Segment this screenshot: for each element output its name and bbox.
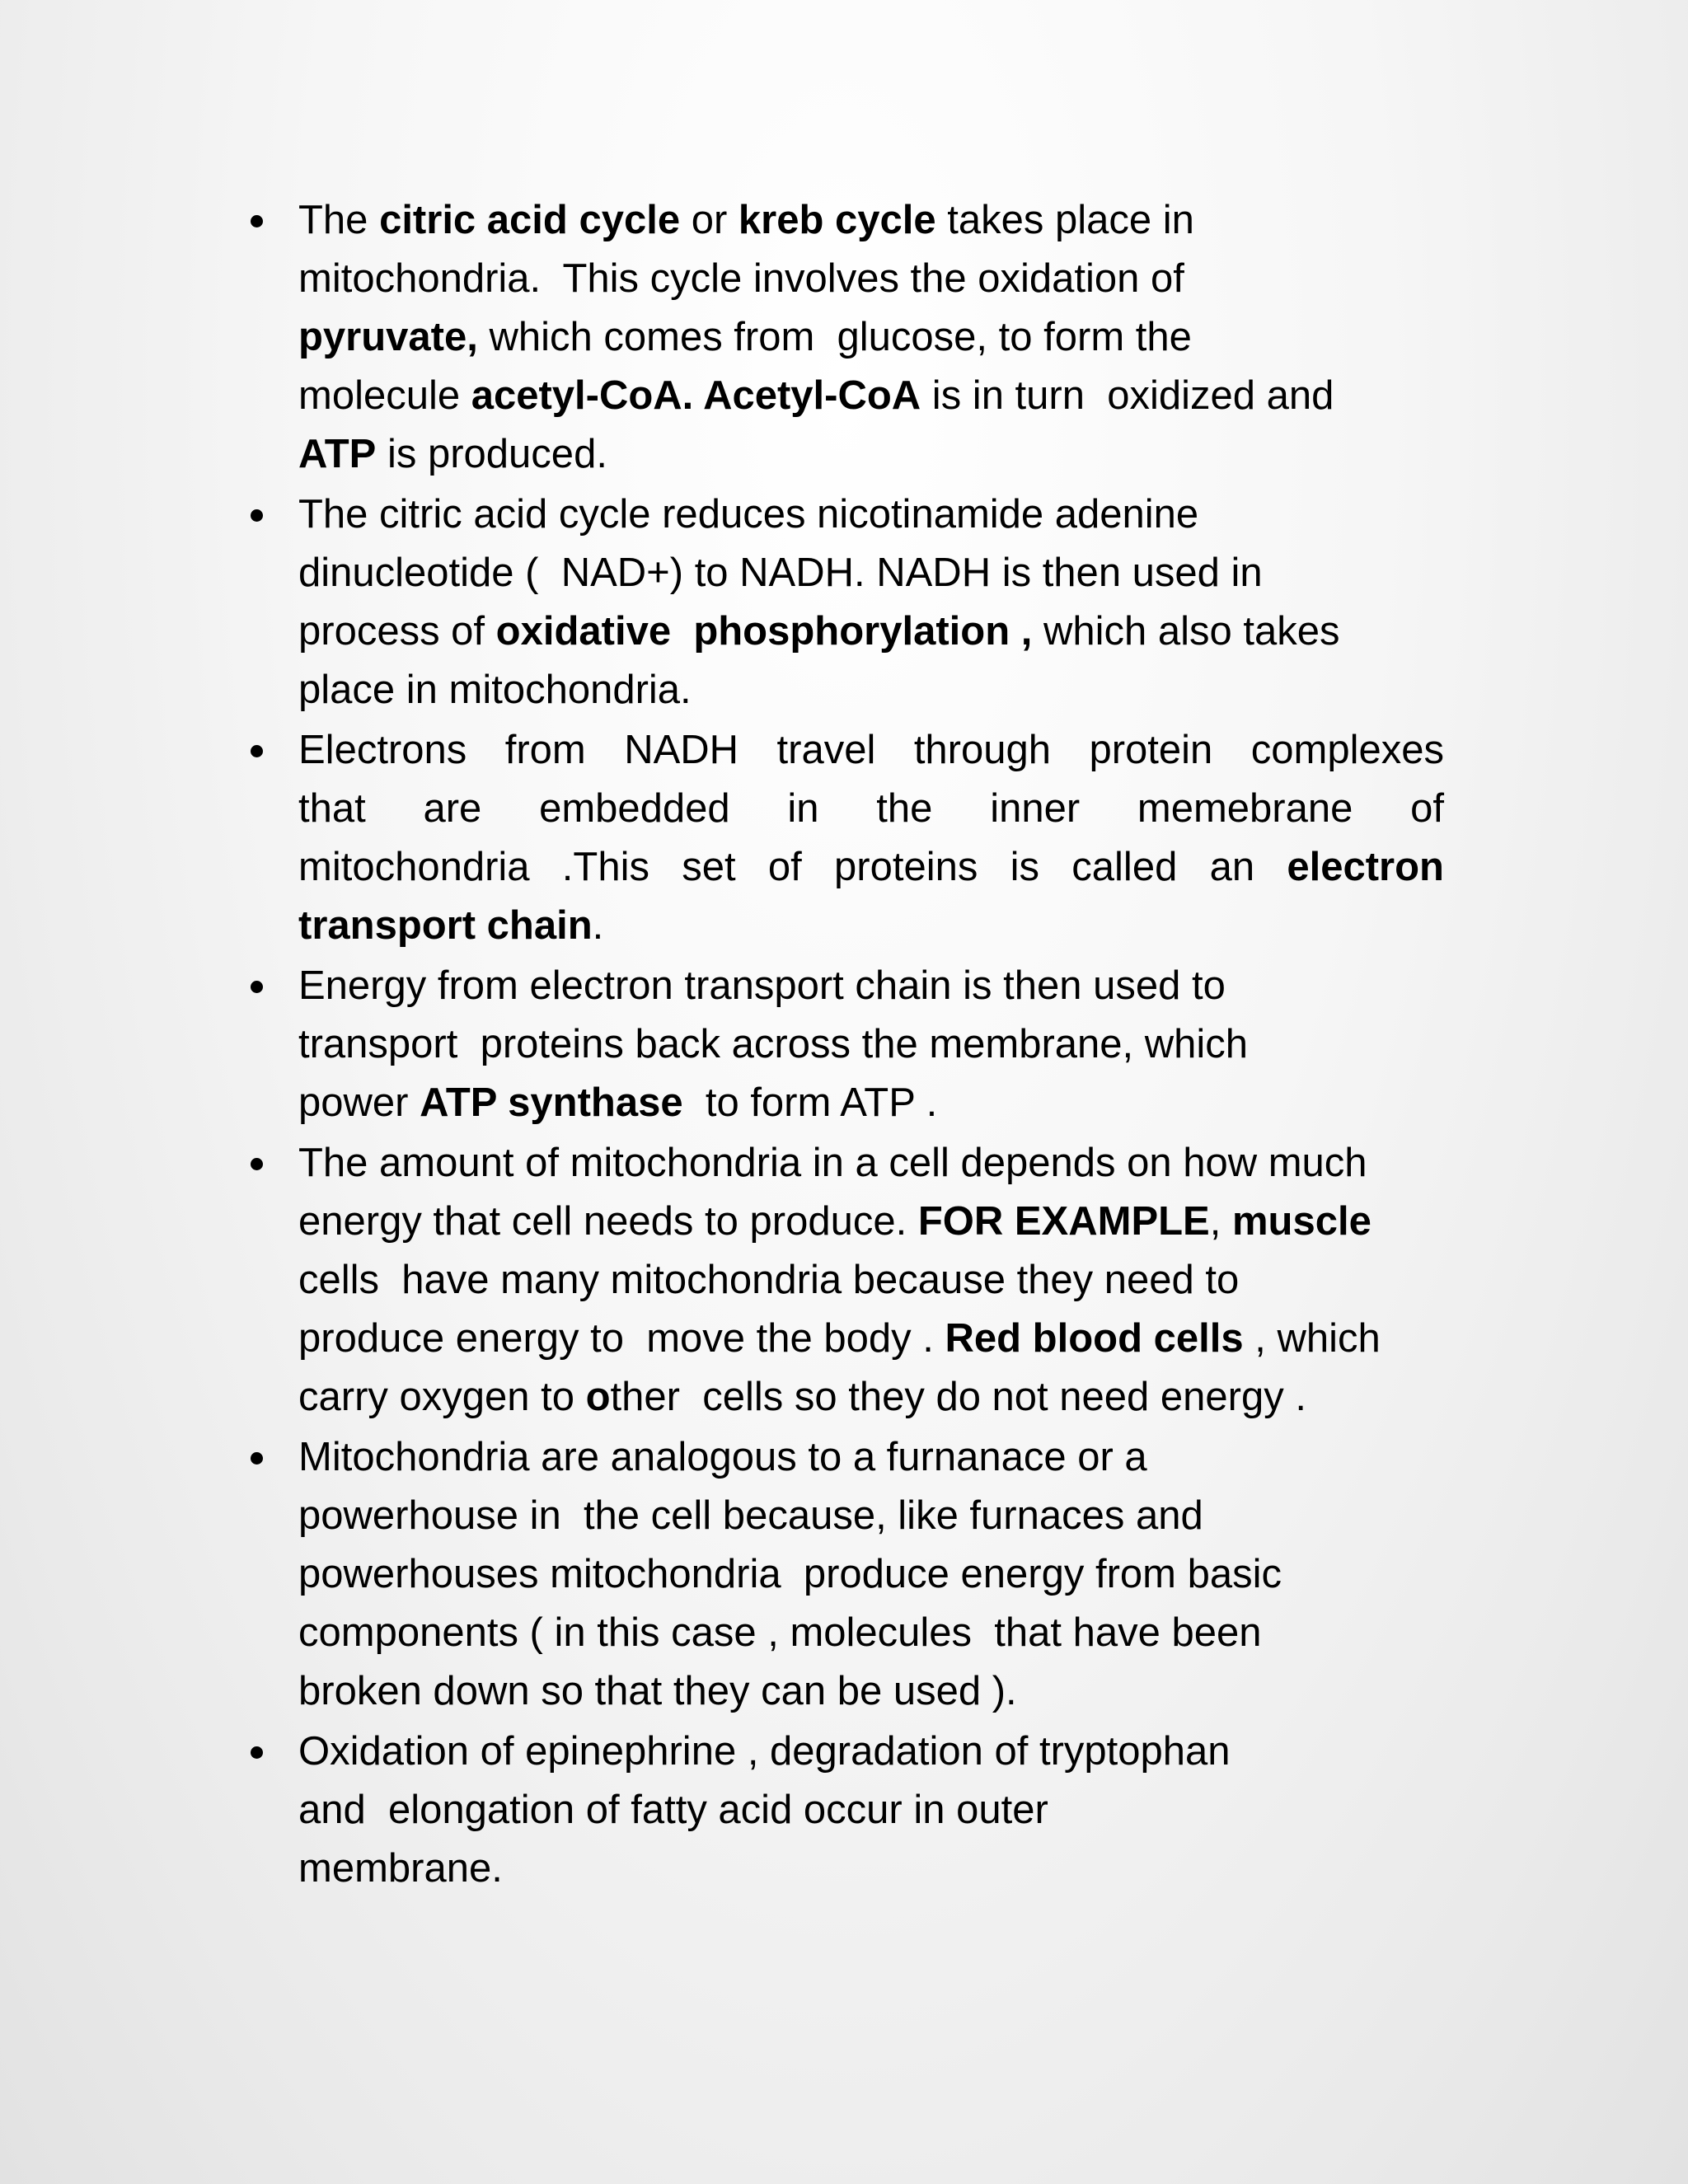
text-line [298,1251,1484,1310]
text-run: which comes from glucose, to form the [477,315,1192,359]
text-run: and elongation of fatty acid occur in outer [298,1788,1048,1832]
text-line [298,1662,1484,1721]
text-run: is in turn oxidized and [921,373,1334,418]
bold-text: acetyl-CoA. Acetyl-CoA [471,373,921,418]
text-line [298,780,1444,838]
text-run: powerhouses mitochondria produce energy from basic [298,1552,1282,1596]
bullet-dot-icon [251,1158,263,1170]
text-line [298,957,1484,1015]
text-run: ther cells so they do not need energy . [610,1375,1306,1419]
bullet-item [247,1722,1484,1898]
text-run: process of [298,609,496,654]
text-line [298,1134,1484,1193]
text-run: to form ATP . [682,1080,938,1125]
text-line [298,1604,1484,1662]
text-run: membrane. [298,1846,503,1891]
text-line [298,425,1484,484]
text-line [298,1487,1484,1545]
bold-text: o [585,1375,611,1419]
text-run: dinucleotide ( NAD+) to NADH. NADH is then used in [298,551,1263,595]
text-run: produce energy to move the body . [298,1316,945,1361]
text-run: The amount of mitochondria in a cell depends on how much [298,1141,1367,1185]
text-run: cells have many mitochondria because they need to [298,1258,1240,1302]
bullet-dot-icon [251,215,263,227]
text-line [298,1015,1484,1074]
text-line [298,1368,1484,1427]
text-line [298,367,1484,425]
text-run: components ( in this case , molecules that have been [298,1610,1262,1655]
bullet-dot-icon [251,745,263,757]
text-run: The [298,198,380,242]
text-line [298,1074,1484,1132]
text-run: power [298,1080,420,1125]
bullet-list [247,191,1484,1898]
bullet-item [247,191,1484,484]
text-line [298,1428,1484,1487]
bullet-dot-icon [251,509,263,522]
text-run: takes place in [935,198,1194,242]
document-page [247,191,1484,1900]
text-line [298,838,1444,897]
bold-text: transport chain [298,903,593,948]
bullet-item [247,721,1484,955]
bullet-dot-icon [251,981,263,993]
text-run: mitochondria .This set of proteins is called an [298,845,1287,889]
text-line [298,544,1484,602]
bold-text: electron [1287,845,1444,889]
text-line [298,485,1484,544]
text-line [298,1310,1484,1368]
text-line [298,1722,1484,1781]
bold-text: ATP synthase [420,1080,683,1125]
text-run: powerhouse in the cell because, like furnaces and [298,1493,1203,1538]
text-line [298,721,1444,780]
text-line [298,250,1484,308]
text-run: transport proteins back across the membrane, which [298,1022,1249,1066]
text-run: energy that cell needs to produce. [298,1199,918,1244]
text-line [298,661,1484,719]
text-run: . [592,903,604,948]
bold-text: muscle [1231,1199,1372,1244]
text-run: Electrons from NADH travel through protein complexes [298,728,1444,772]
bold-text: kreb cycle [738,198,936,242]
bold-text: pyruvate, [298,315,478,359]
bullet-dot-icon [251,1746,263,1759]
text-run: , [1209,1199,1232,1244]
text-line [298,602,1484,661]
bold-text: Red blood cells [945,1316,1244,1361]
text-run: or [680,198,738,242]
text-run: place in mitochondria. [298,668,692,712]
text-run: Oxidation of epinephrine , degradation of tryptophan [298,1729,1231,1774]
text-run: broken down so that they can be used ). [298,1669,1017,1713]
text-run: Energy from electron transport chain is then used to [298,963,1226,1008]
bold-text: oxidative phosphorylation , [495,609,1033,654]
text-line [298,1193,1484,1251]
bold-text: citric acid cycle [379,198,681,242]
bullet-item [247,1134,1484,1427]
text-line [298,1781,1484,1840]
text-run: that are embedded in the inner memebrane of [298,786,1444,831]
text-run: molecule [298,373,471,418]
text-line [298,1545,1484,1604]
text-line [298,191,1484,250]
bullet-item [247,485,1484,719]
text-run: The citric acid cycle reduces nicotinamide adenine [298,492,1199,537]
bullet-item [247,1428,1484,1721]
text-run: which also takes [1032,609,1340,654]
text-line [298,1840,1484,1898]
bullet-dot-icon [251,1452,263,1465]
bold-text: FOR EXAMPLE [917,1199,1210,1244]
text-run: carry oxygen to [298,1375,586,1419]
text-run: Mitochondria are analogous to a furnanace or a [298,1435,1147,1479]
text-line [298,308,1484,367]
text-run: is produced. [376,432,607,476]
text-run: mitochondria. This cycle involves the oxidation of [298,256,1184,301]
text-run: , which [1243,1316,1381,1361]
bullet-item [247,957,1484,1132]
bold-text: ATP [298,432,377,476]
text-line [298,897,1444,955]
